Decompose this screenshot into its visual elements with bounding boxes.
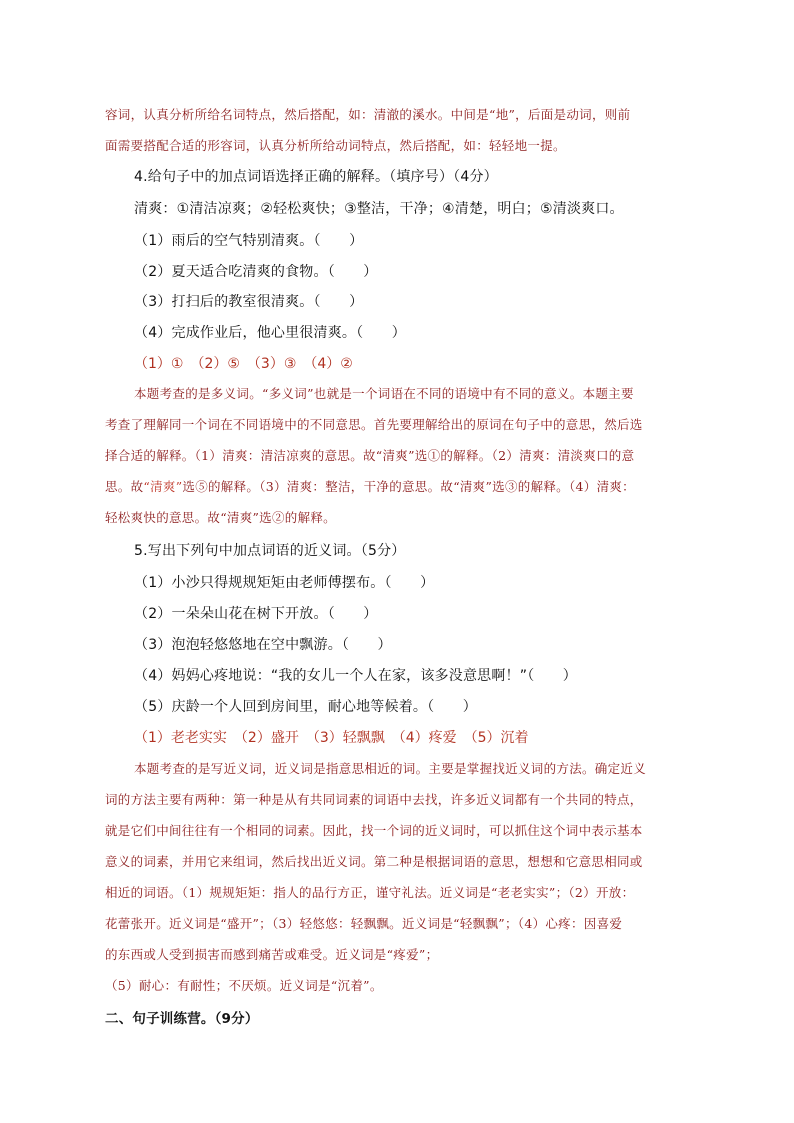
- q5-explanation-line-1: 本题考查的是写近义词，近义词是指意思相近的词。主要是掌握找近义词的方法。确定近义: [134, 761, 647, 776]
- q5-item-4: （4）妈妈心疼地说：“我的女儿一个人在家，该多没意思啊！”（ ）: [134, 668, 578, 684]
- q5-answer: （1）老老实实 （2）盛开 （3）轻飘飘 （4）疼爱 （5）沉着: [134, 730, 529, 746]
- q5-explanation-line-7: 的东西或人受到损害而感到痛苦或难受。近义词是“疼爱”；: [105, 947, 439, 962]
- q4-title: 4.给句子中的加点词语选择正确的解释。（填序号）（4分）: [134, 169, 498, 185]
- q4-explanation-line-4a: 思。故: [105, 479, 144, 494]
- intro-line-1: 容词，认真分析所给名词特点，然后搭配，如：清澈的溪水。中间是“地”，后面是动词，则前: [105, 107, 631, 122]
- q5-explanation-line-5: 相近的词语。（1）规规矩矩：指人的品行方正，谨守礼法。近义词是“老老实实”；（2）开放：: [105, 885, 635, 900]
- q4-explanation-line-3: 择合适的解释。（1）清爽：清洁凉爽的意思。故“清爽”选①的解释。（2）清爽：清淡爽口的意: [105, 448, 635, 463]
- q4-explanation-line-4: [105, 477, 635, 495]
- q4-explanation-line-5: 轻松爽快的意思。故“清爽”选②的解释。: [105, 510, 336, 525]
- q5-title: 5.写出下列句中加点词语的近义词。（5分）: [134, 543, 406, 559]
- q4-item-2: （2）夏天适合吃清爽的食物。（ ）: [134, 264, 378, 280]
- intro-line-2: 面需要搭配合适的形容词，认真分析所给动词特点，然后搭配，如：轻轻地一提。: [105, 138, 566, 153]
- q5-explanation-line-3: 就是它们中间往往有一个相同的词素。因此，找一个词的近义词时，可以抓住这个词中表示基本: [105, 823, 643, 838]
- q5-explanation-line-6: 花蕾张开。近义词是“盛开”；（3）轻悠悠：轻飘飘。近义词是“轻飘飘”；（4）心疼：因喜爱: [105, 916, 623, 931]
- q5-item-1: （1）小沙只得规规矩矩由老师傅摆布。（ ）: [134, 575, 435, 591]
- q4-item-4: （4）完成作业后，他心里很清爽。（ ）: [134, 325, 406, 341]
- q5-item-2: （2）一朵朵山花在树下开放。（ ）: [134, 606, 378, 622]
- q4-explanation-line-4c: 选⑤的解释。（3）清爽：整洁，干净的意思。故“清爽”选③的解释。（4）清爽：: [182, 479, 635, 494]
- q5-explanation-line-8: （5）耐心：有耐性；不厌烦。近义词是“沉着”。: [105, 978, 383, 993]
- q4-explanation-line-4b: “清爽”: [143, 479, 183, 494]
- q5-explanation-line-4: 意义的词素，并用它来组词，然后找出近义词。第二种是根据词语的意思，想想和它意思相同或: [105, 854, 643, 869]
- q4-explanation-line-1: 本题考查的是多义词。“多义词”也就是一个词语在不同的语境中有不同的意义。本题主要: [134, 386, 634, 401]
- q5-item-5: （5）庆龄一个人回到房间里，耐心地等候着。（ ）: [134, 699, 477, 715]
- q4-definition: 清爽：①清洁凉爽；②轻松爽快；③整洁，干净；④清楚，明白；⑤清淡爽口。: [134, 201, 624, 217]
- q4-item-3: （3）打扫后的教室很清爽。（ ）: [134, 294, 364, 310]
- q5-explanation-line-2: 词的方法主要有两种：第一种是从有共同词素的词语中去找，许多近义词都有一个共同的特点，: [105, 792, 643, 807]
- q4-answer: （1）① （2）⑤ （3）③ （4）②: [134, 356, 353, 372]
- q4-explanation-line-2: 考查了理解同一个词在不同语境中的不同意思。首先要理解给出的原词在句子中的意思，然后选: [105, 417, 643, 432]
- q5-item-3: （3）泡泡轻悠悠地在空中飘游。（ ）: [134, 637, 392, 653]
- q4-item-1: （1）雨后的空气特别清爽。（ ）: [134, 233, 364, 249]
- section-2-title: 二、句子训练营。（9分）: [105, 1011, 259, 1027]
